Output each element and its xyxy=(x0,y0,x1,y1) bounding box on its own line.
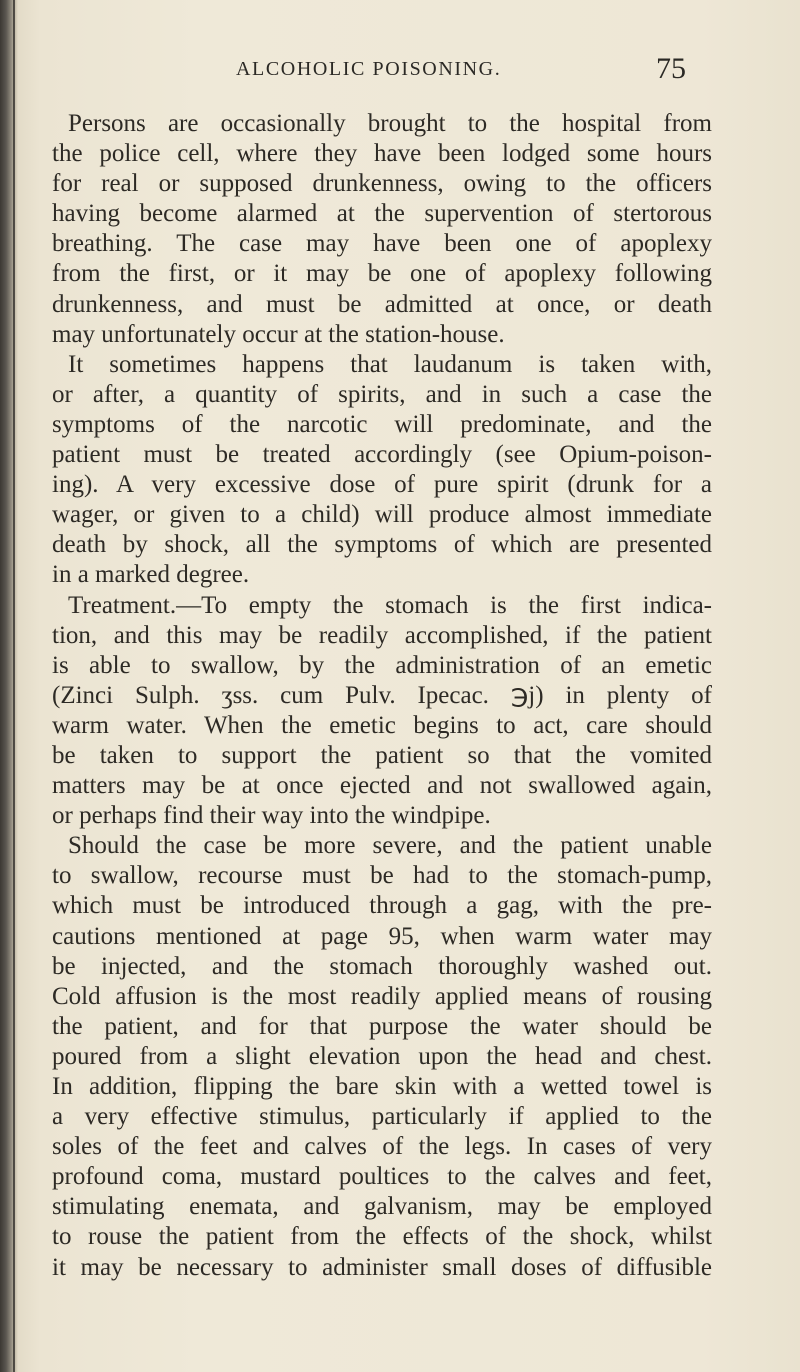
text-line: Treatment.—To empty the stomach is the first indica- xyxy=(68,591,712,619)
text-line: the police cell, where they have been lodged some hours xyxy=(52,140,712,168)
text-line: breathing. The case may have been one of apoplexy xyxy=(52,230,712,258)
text-line: drunkenness, and must be admitted at once, or death xyxy=(52,290,712,318)
text-line: In addition, flipping the bare skin with a wetted towel is xyxy=(52,1073,712,1100)
text-line: or perhaps find their way into the windpipe. xyxy=(52,802,491,830)
text-line: may unfortunately occur at the station-house. xyxy=(52,320,505,348)
page-number: 75 xyxy=(656,52,686,85)
text-line: (Zinci Sulph. ʒss. cum Pulv. Ipecac. ℈j) in plenty of xyxy=(52,681,712,709)
text-line: soles of the feet and calves of the legs. In cases of very xyxy=(52,1133,712,1161)
text-line: It sometimes happens that laudanum is taken with, xyxy=(68,350,712,378)
running-title: ALCOHOLIC POISONING. xyxy=(236,58,502,80)
text-line: it may be necessary to administer small doses of diffusible xyxy=(52,1253,712,1281)
text-line: Should the case be more severe, and the patient unable xyxy=(68,832,712,860)
text-line: is able to swallow, by the administration of an emetic xyxy=(52,651,712,679)
text-line: be injected, and the stomach thoroughly washed out. xyxy=(52,952,712,980)
text-line: or after, a quantity of spirits, and in such a case the xyxy=(52,380,712,408)
text-line: ing). A very excessive dose of pure spirit (drunk for a xyxy=(52,471,712,499)
text-line: patient must be treated accordingly (see Opium-poison- xyxy=(52,441,712,469)
text-line: for real or supposed drunkenness, owing to the officers xyxy=(52,170,712,198)
text-line: be taken to support the patient so that the vomited xyxy=(52,741,712,769)
text-line: from the first, or it may be one of apoplexy following xyxy=(52,260,712,288)
text-line: profound coma, mustard poultices to the calves and feet, xyxy=(52,1163,712,1191)
text-line: having become alarmed at the supervention of stertorous xyxy=(52,200,712,228)
text-line: tion, and this may be readily accomplished, if the patient xyxy=(52,621,712,649)
text-line: Persons are occasionally brought to the hospital from xyxy=(68,110,712,137)
text-line: in a marked degree. xyxy=(52,561,250,589)
text-line: poured from a slight elevation upon the head and chest. xyxy=(52,1042,712,1070)
text-line: warm water. When the emetic begins to act, care should xyxy=(52,711,712,739)
text-line: to swallow, recourse must be had to the stomach-pump, xyxy=(52,862,712,890)
binding-edge xyxy=(0,0,18,1372)
text-line: matters may be at once ejected and not swallowed again, xyxy=(52,772,712,800)
text-line: symptoms of the narcotic will predominate, and the xyxy=(52,410,712,438)
text-line: Cold affusion is the most readily applied means of rousing xyxy=(52,982,712,1010)
text-line: the patient, and for that purpose the water should be xyxy=(52,1012,712,1040)
running-head xyxy=(236,52,736,98)
body-text xyxy=(52,109,712,1283)
binding-shadow-line xyxy=(13,0,15,1372)
text-line: which must be introduced through a gag, with the pre- xyxy=(52,892,712,920)
text-line: death by shock, all the symptoms of which are presented xyxy=(52,531,712,559)
text-line: to rouse the patient from the effects of the shock, whilst xyxy=(52,1223,712,1251)
text-line: cautions mentioned at page 95, when warm water may xyxy=(52,922,712,950)
text-line: a very effective stimulus, particularly if applied to the xyxy=(52,1103,712,1131)
text-line: wager, or given to a child) will produce almost immediate xyxy=(52,501,712,529)
text-line: stimulating enemata, and galvanism, may be employed xyxy=(52,1193,712,1221)
